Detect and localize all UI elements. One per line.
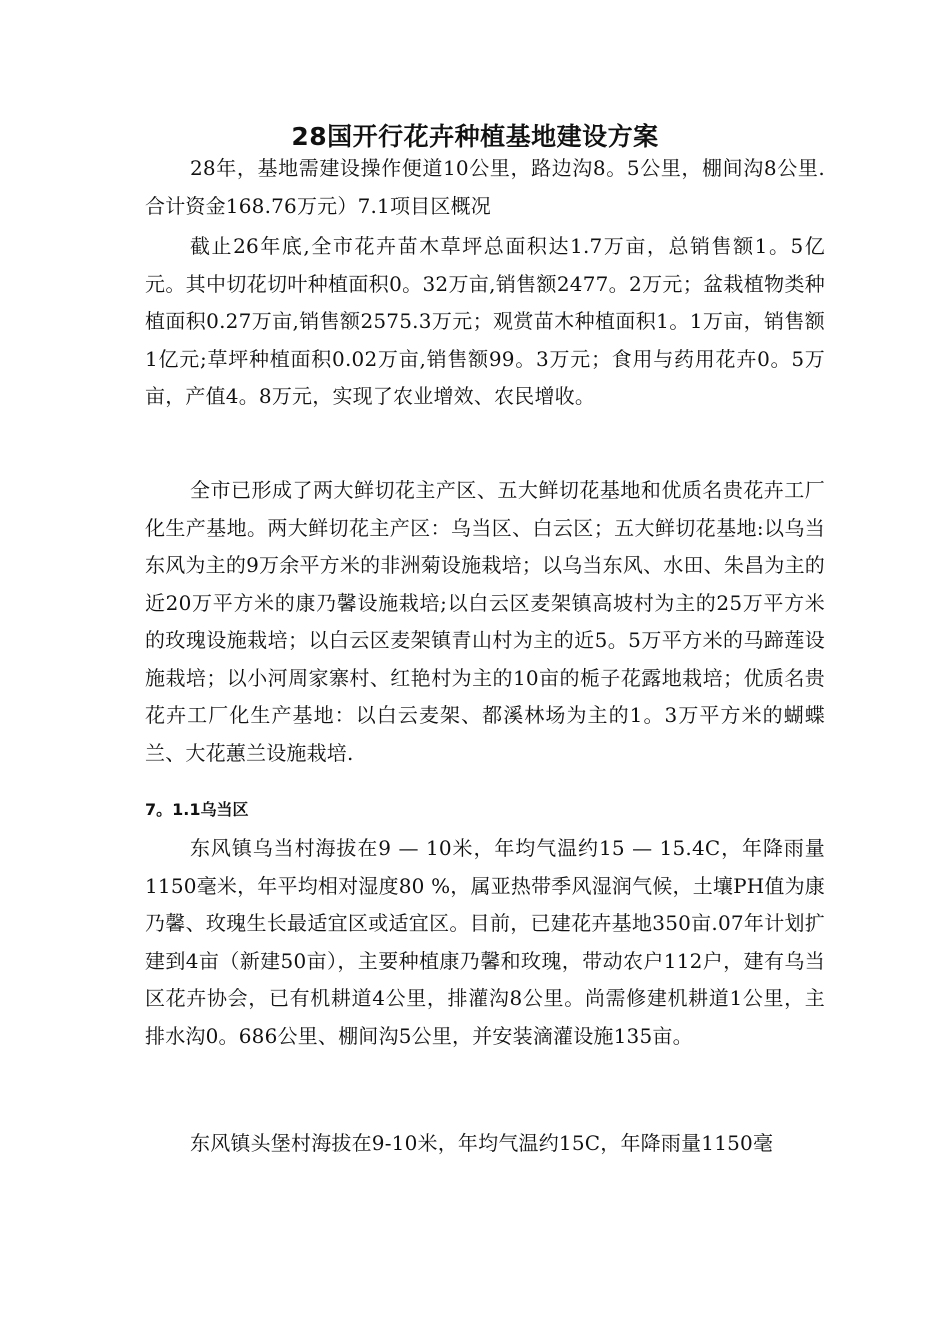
document-title: 28国开行花卉种植基地建设方案 (291, 121, 659, 151)
paragraph-toubao-village: 东风镇头堡村海拔在9-10米，年均气温约15C，年降雨量1150毫 (190, 1131, 774, 1155)
paragraph-wudang-village: 东风镇乌当村海拔在9 — 10米，年均气温约15 — 15.4C，年降雨量1150毫米，年平均相对湿度80 %，属亚热带季风湿润气候，土壤PH值为康乃馨、玫瑰生长最适宜区或适宜区。目前，已建花卉基地350亩.07年计划扩建到4亩（新建50亩），主要种植康乃馨和玫瑰，带动农户112户，建有乌当区花卉协会，已有机耕道4公里，排灌沟8公里。尚需修建机耕道1公里，主排水沟0。686公里、棚间沟5公里，并安装滴灌设施135亩。 (145, 836, 826, 1048)
paragraph-production-bases: 全市已形成了两大鲜切花主产区、五大鲜切花基地和优质名贵花卉工厂化生产基地。两大鲜切花主产区：乌当区、白云区；五大鲜切花基地:以乌当东风为主的9万余平方米的非洲菊设施栽培；以乌当东风、水田、朱昌为主的近20万平方米的康乃馨设施栽培;以白云区麦架镇高坡村为主的25万平方米的玫瑰设施栽培；以白云区麦架镇青山村为主的近5。5万平方米的马蹄莲设施栽培；以小河周家寨村、红艳村为主的10亩的栀子花露地栽培；优质名贵花卉工厂化生产基地：以白云麦架、都溪林场为主的1。3万平方米的蝴蝶兰、大花蕙兰设施栽培. (145, 478, 825, 765)
paragraph-construction-summary: 28年，基地需建设操作便道10公里，路边沟8。5公里，棚间沟8公里.合计资金168.76万元）7.1项目区概况 (145, 156, 825, 218)
section-heading-wudang-district: 7。1.1乌当区 (145, 800, 249, 819)
paragraph-city-flower-statistics: 截止26年底,全市花卉苗木草坪总面积达1.7万亩，总销售额1。5亿元。其中切花切叶种植面积0。32万亩,销售额2477。2万元；盆栽植物类种植面积0.27万亩,销售额2575.3万元；观赏苗木种植面积1。1万亩，销售额1亿元;草坪种植面积0.02万亩,销售额99。3万元；食用与药用花卉0。5万亩，产值4。8万元，实现了农业增效、农民增收。 (145, 234, 825, 408)
